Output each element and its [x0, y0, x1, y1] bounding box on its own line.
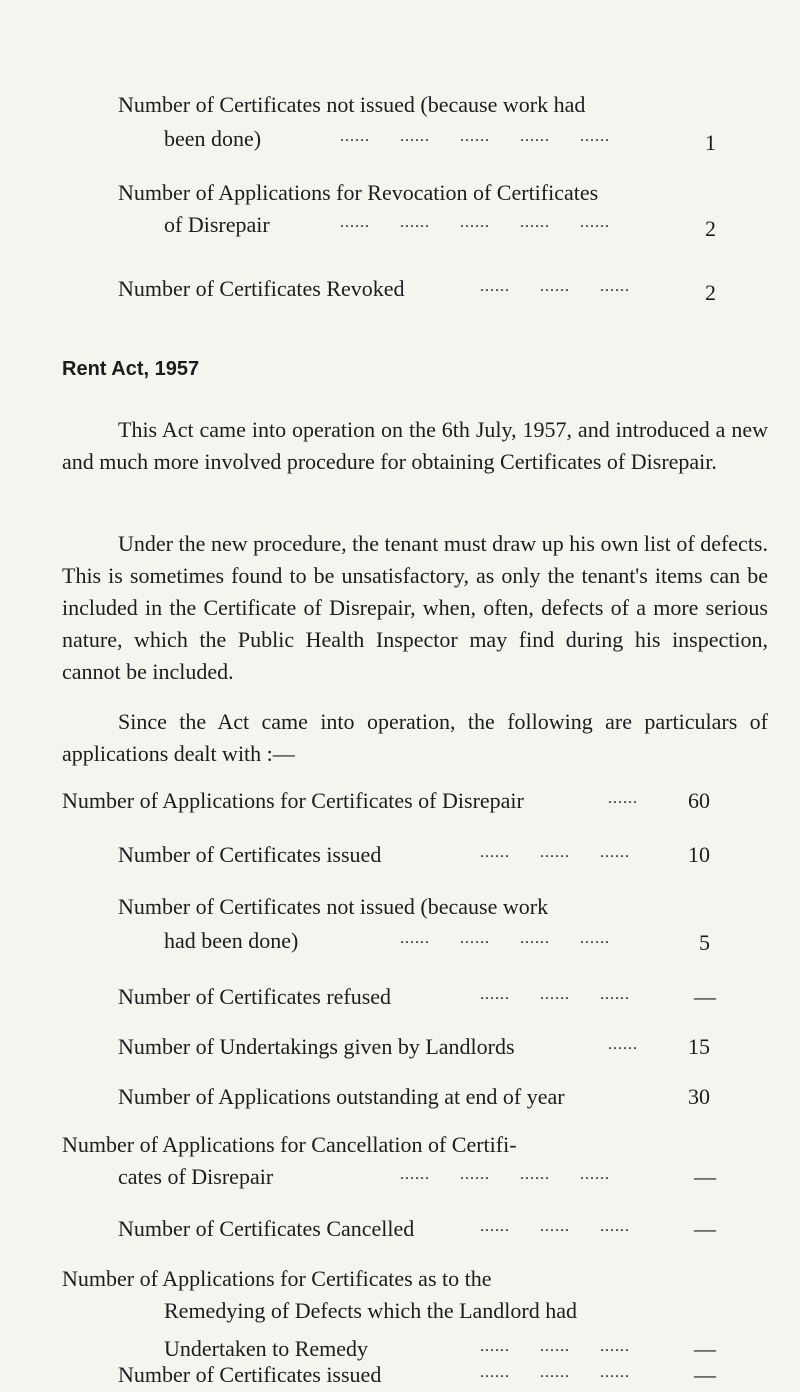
leader-dots: ...... ...... ...... ...... [400, 930, 610, 947]
paragraph-1-text: This Act came into operation on the 6th July, 1957, and introduced a new and much more involved procedure for obtaining Certificates of Disrepair. [62, 417, 768, 474]
stat-revoked-line: Number of Certificates Revoked [118, 276, 405, 301]
app-certificates-issued-value: 10 [688, 842, 710, 867]
app-cancellation-line2: cates of Disrepair [118, 1164, 274, 1189]
app-certificates-issued-final: Number of Certificates issued [118, 1362, 382, 1387]
leader-dots: ...... ...... ...... [480, 1364, 630, 1381]
app-remedying-line1: Number of Applications for Certificates as to the [62, 1266, 492, 1291]
app-certificates-refused-value: — [694, 984, 716, 1009]
leader-dots: ...... ...... ...... ...... [400, 1166, 610, 1183]
paragraph-3-text: Since the Act came into operation, the following are particulars of applications dealt with :— [62, 709, 768, 766]
paragraph-2-text: Under the new procedure, the tenant must draw up his own list of defects. This is sometimes found to be unsatisfactory, as only the tenant's items can be included in the Certificate of Disrepair, when, often, defects of a more serious nature, which the Public Health Inspector may find during his inspection, cannot be included. [62, 531, 768, 684]
app-certificates-cancelled-value: — [694, 1216, 716, 1241]
app-certificates-issued: Number of Certificates issued [118, 842, 382, 867]
app-outstanding-value: 30 [688, 1084, 710, 1109]
leader-dots: ...... ...... ...... [480, 1218, 630, 1235]
paragraph-3 [62, 706, 768, 770]
app-undertakings: Number of Undertakings given by Landlords [118, 1034, 515, 1059]
stat-revocation-value: 2 [705, 216, 716, 241]
stat-revocation-line2: of Disrepair [164, 212, 270, 237]
app-certificates-disrepair-value: 60 [688, 788, 710, 813]
app-certificates-cancelled: Number of Certificates Cancelled [118, 1216, 415, 1241]
app-cancellation-value: — [694, 1164, 716, 1189]
leader-dots: ...... [608, 790, 638, 807]
app-remedying-line2: Remedying of Defects which the Landlord had [164, 1298, 577, 1323]
app-certificates-refused: Number of Certificates refused [118, 984, 392, 1009]
section-heading: Rent Act, 1957 [62, 358, 200, 380]
leader-dots: ...... ...... ...... ...... ...... [340, 128, 610, 145]
app-undertakings-value: 15 [688, 1034, 710, 1059]
app-not-issued-value: 5 [699, 930, 710, 955]
app-not-issued-line2: had been done) [164, 928, 299, 953]
paragraph-2 [62, 528, 768, 688]
stat-revoked-value: 2 [705, 280, 716, 305]
app-not-issued-line1: Number of Certificates not issued (because work [118, 894, 549, 919]
leader-dots: ...... ...... ...... [480, 278, 630, 295]
app-outstanding: Number of Applications outstanding at end of year [118, 1084, 565, 1109]
app-certificates-disrepair: Number of Applications for Certificates of Disrepair [62, 788, 524, 813]
paragraph-1 [62, 414, 768, 478]
app-remedying-line3: Undertaken to Remedy [164, 1336, 369, 1361]
stat-not-issued-value: 1 [705, 130, 716, 155]
leader-dots: ...... ...... ...... [480, 844, 630, 861]
app-remedying-value: — [694, 1336, 716, 1361]
leader-dots: ...... [608, 1036, 638, 1053]
stat-not-issued-line2: been done) [164, 126, 262, 151]
leader-dots: ...... ...... ...... ...... ...... [340, 214, 610, 231]
stat-revocation-line1: Number of Applications for Revocation of Certificates [118, 180, 599, 205]
stat-not-issued-line1: Number of Certificates not issued (because work had [118, 92, 586, 117]
leader-dots: ...... ...... ...... [480, 986, 630, 1003]
leader-dots: ...... ...... ...... [480, 1338, 630, 1355]
app-certificates-issued-final-value: — [694, 1362, 716, 1387]
app-cancellation-line1: Number of Applications for Cancellation of Certifi- [62, 1132, 517, 1157]
